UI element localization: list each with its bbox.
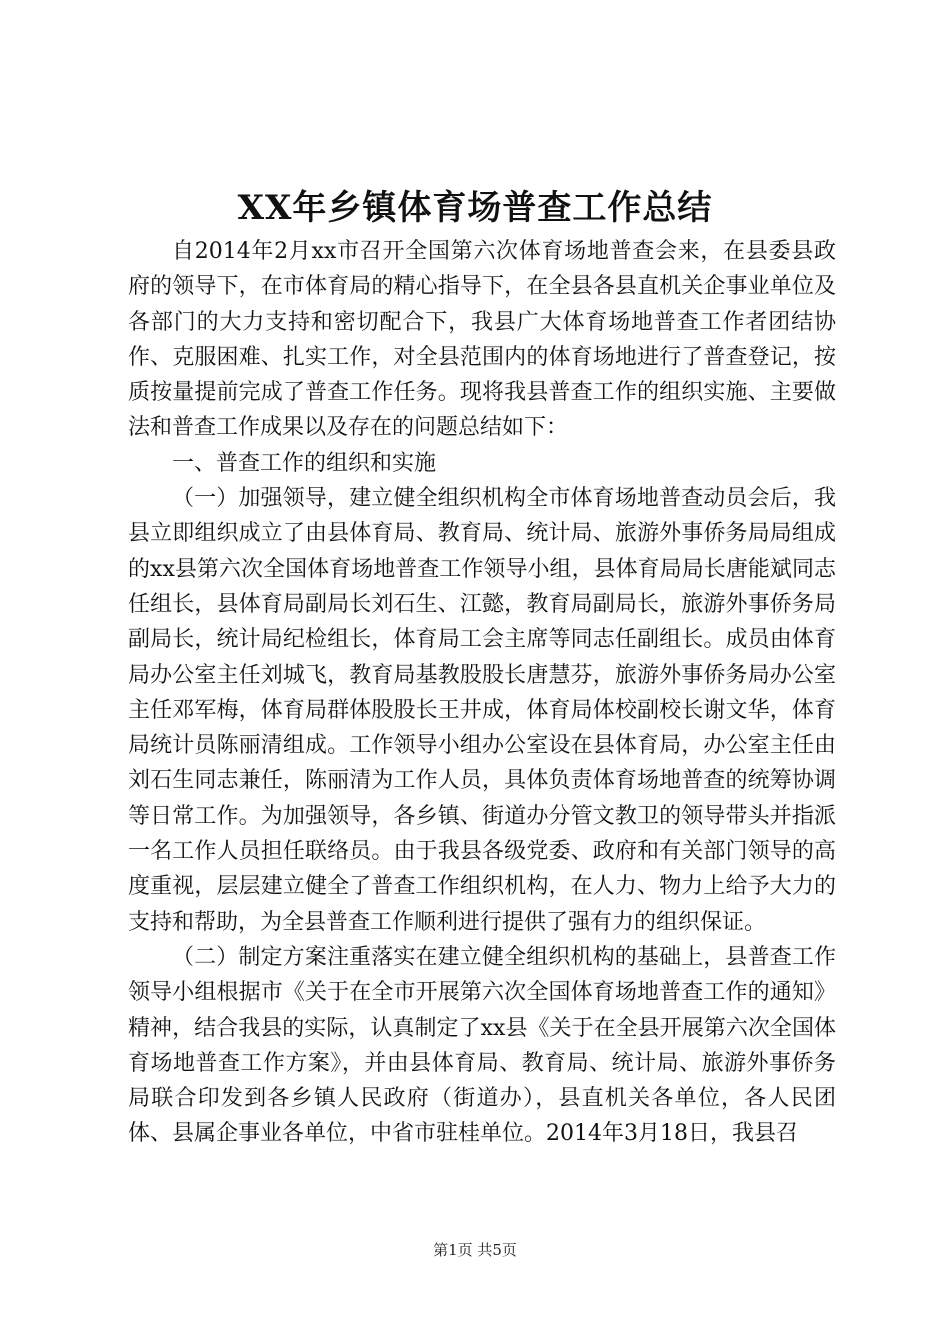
subsection-one-paragraph: （一）加强领导，建立健全组织机构全市体育场地普查动员会后，我县立即组织成立了由县体育局、教育局、统计局、旅游外事侨务局局组成的xx县第六次全国体育场地普查工作领导小组，县体育局局长唐能斌同志任组长，县体育局副局长刘石生、江懿，教育局副局长，旅游外事侨务局副局长，统计局纪检组长，体育局工会主席等同志任副组长。成员由体育局办公室主任刘城飞，教育局基教股股长唐慧芬，旅游外事侨务局办公室主任邓军梅，体育局群体股股长王井成，体育局体校副校长谢文华，体育局统计员陈丽清组成。工作领导小组办公室设在县体育局，办公室主任由刘石生同志兼任，陈丽清为工作人员，具体负责体育场地普查的统筹协调等日常工作。为加强领导，各乡镇、街道办分管文教卫的领导带头并指派一名工作人员担任联络员。由于我县各级党委、政府和有关部门领导的高度重视，层层建立健全了普查工作组织机构，在人力、物力上给予大力的支持和帮助，为全县普查工作顺利进行提供了强有力的组织保证。: [128, 486, 836, 935]
document-body: [128, 234, 836, 1152]
intro-paragraph: 自2014年2月xx市召开全国第六次体育场地普查会来，在县委县政府的领导下，在市体育局的精心指导下，在全县各县直机关企事业单位及各部门的大力支持和密切配合下，我县广大体育场地普查工作者团结协作、克服困难、扎实工作，对全县范围内的体育场地进行了普查登记，按质按量提前完成了普查工作任务。现将我县普查工作的组织实施、主要做法和普查工作成果以及存在的问题总结如下：: [128, 239, 836, 441]
section-heading: 一、普查工作的组织和实施: [172, 450, 437, 476]
subsection-two-paragraph: （二）制定方案注重落实在建立健全组织机构的基础上，县普查工作领导小组根据市《关于在全市开展第六次全国体育场地普查工作的通知》精神，结合我县的实际，认真制定了xx县《关于在全县开展第六次全国体育场地普查工作方案》，并由县体育局、教育局、统计局、旅游外事侨务局联合印发到各乡镇人民政府（街道办），县直机关各单位，各人民团体、县属企事业各单位，中省市驻桂单位。2014年3月18日，我县召: [128, 944, 836, 1147]
page-footer: 第1页 共5页: [433, 1241, 517, 1259]
document-title: XX年乡镇体育场普查工作总结: [237, 188, 713, 228]
